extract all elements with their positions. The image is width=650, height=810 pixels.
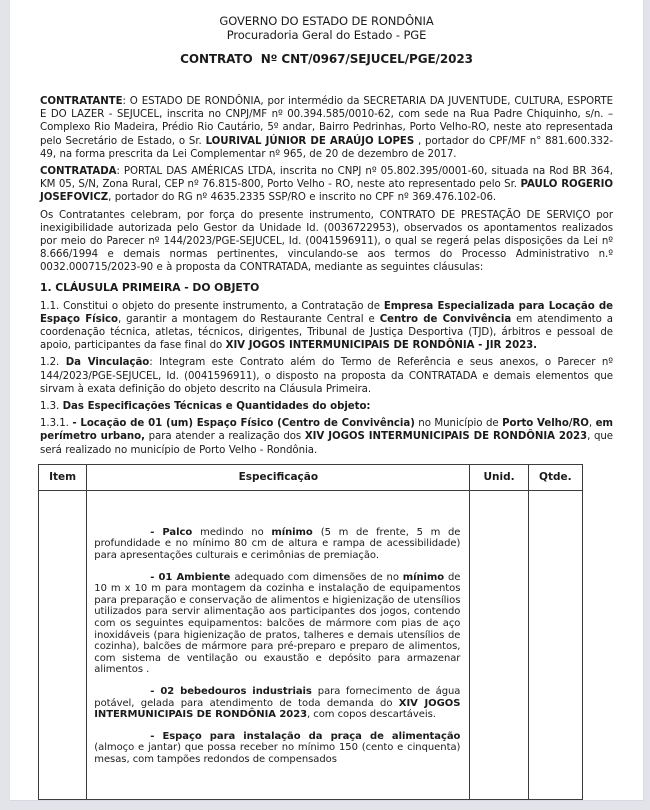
org-name: GOVERNO DO ESTADO DE RONDÔNIA (219, 14, 434, 28)
paragraph-1-1: 1.1. Constitui o objeto do presente instrumento, a Contratação de Empresa Especializada para Locação de Espaço Físico, garantir a montagem do Restaurante Central e Centro de Convivência em atendimento a coordenação técnica, atletas, técnicos, dirigentes, Tribunal de Justiça Desportiva (TJD), árbitros e pessoal de apoio, participantes da fase final do XIV JOGOS INTERMUNICIPAIS DE RONDÔNIA - JIR 2023. (40, 300, 614, 352)
column-header-especificacao: Especificação (87, 464, 470, 490)
paragraph-contratada: CONTRATADA: PORTAL DAS AMÉRICAS LTDA, inscrita no CNPJ nº 05.802.395/0001-60, situada na Rod BR 364, KM 05, S/N, Zona Rural, CEP nº 76.815-800, Porto Velho - RO, neste ato representado pelo Sr. PAULO ROGERIO JOSEFOVICZ, portador do RG nº 4635.2335 SSP/RO e inscrito no CPF nº 369.476.102-06. (40, 166, 613, 204)
cell-item (39, 490, 87, 799)
document-header (40, 14, 613, 66)
spec-bullet-palco: - Palco medindo no mínimo (5 m de frente, 5 m de profundidade e no mínimo 80 cm de altura e rampa de acessibilidade) para apresentações culturais e cerimônias de premiação. (94, 526, 461, 562)
paragraph-preambulo: Os Contratantes celebram, por força do presente instrumento, CONTRATO DE PRESTAÇÃO DE SERVIÇO por inexigibilidade autorizada pelo Gestor da Unidade Id. (0036722953), observados os apontamentos realizados por meio do Parecer nº 144/2023/PGE-SEJUCEL, Id. (0041596911), o qual se regerá pelas disposições da Lei nº 8.666/1994 e demais normas pertinentes, vinculando-se aos termos do Processo Administrativo n.º 0032.000715/2023-90 e à proposta da CONTRATADA, mediante as seguintes cláusulas: (40, 209, 613, 274)
cell-especificacao (87, 490, 470, 799)
paragraph-1-2: 1.2. Da Vinculação: Integram este Contrato além do Termo de Referência e seus anexos, o Parecer nº 144/2023/PGE-SEJUCEL, Id. (0041596911), o disposto na proposta da CONTRATADA e demais elementos que sirvam à exata definição do objeto descrito na Cláusula Primeira. (40, 357, 613, 395)
column-header-item: Item (39, 464, 87, 490)
spec-bullet-ambiente: - 01 Ambiente adequado com dimensões de no mínimo de 10 m x 10 m para montagem da cozinha e instalação de equipamentos para preparação e conservação de alimentos e higienização de utensílios utilizados para servir alimentação aos participantes dos jogos, contendo com os seguintes equipamentos: balcões de mármore com pias de aço inoxidáveis (para higienização de pratos, talheres e demais utensílios de cozinha), balcões de mármore para pré-preparo e preparo de alimentos, com sistema de ventilação ou exaustão e depósito para armazenar alimentos . (94, 571, 461, 676)
table-header-row (39, 464, 583, 490)
spec-bullet-bebedouros: - 02 bebedouros industriais para fornecimento de água potável, gelada para atendimento de toda demanda do XIV JOGOS INTERMUNICIPAIS DE RONDÔNIA 2023, com copos descartáveis. (94, 686, 461, 721)
cell-unid (470, 490, 528, 799)
column-header-unid: Unid. (470, 464, 528, 490)
contract-page (10, 0, 644, 801)
cell-qtde (528, 490, 582, 799)
org-unit: Procuradoria Geral do Estado - PGE (226, 28, 427, 42)
contract-title: CONTRATO Nº CNT/0967/SEJUCEL/PGE/2023 (180, 52, 473, 66)
spec-bullet-praca-alimentacao: - Espaço para instalação da praça de alimentação (almoço e jantar) que possa receber no mínimo 150 (cento e cinquenta) mesas, com tampões redondos de compensados (94, 730, 461, 765)
specifications-table (38, 464, 583, 800)
column-header-qtde: Qtde. (528, 464, 582, 490)
paragraph-contratante: CONTRATANTE: O ESTADO DE RONDÔNIA, por intermédio da SECRETARIA DA JUVENTUDE, CULTURA, ESPORTE E DO LAZER - SEJUCEL, inscrita no CNPJ/MF nº 00.394.585/0010-62, com sede na Rua Padre Chiquinho, s/n. – Complexo Rio Madeira, Prédio Rio Cautário, 5º andar, Bairro Pedrinhas, Porto Velho-RO, neste ato representada pelo Secretário de Estado, o Sr. LOURIVAL JÚNIOR DE ARAÚJO LOPES , portador do CPF/MF n° 881.600.332-49, na forma prescrita da Lei Complementar nº 965, de 20 de dezembro de 2017. (40, 96, 614, 160)
paragraph-1-3-1: 1.3.1. - Locação de 01 (um) Espaço Físico (Centro de Convivência) no Município de Porto Velho/RO, em perímetro urbano, para atender a realização dos XIV JOGOS INTERMUNICIPAIS DE RONDÔNIA 2023, que será realizado no município de Porto Velho - Rondônia. (40, 418, 613, 456)
paragraph-1-3: 1.3. Das Especificações Técnicas e Quantidades do objeto: (40, 401, 371, 413)
clause-1-heading: 1. CLÁUSULA PRIMEIRA - DO OBJETO (40, 280, 260, 294)
table-row (39, 490, 583, 799)
page-content (10, 0, 643, 800)
